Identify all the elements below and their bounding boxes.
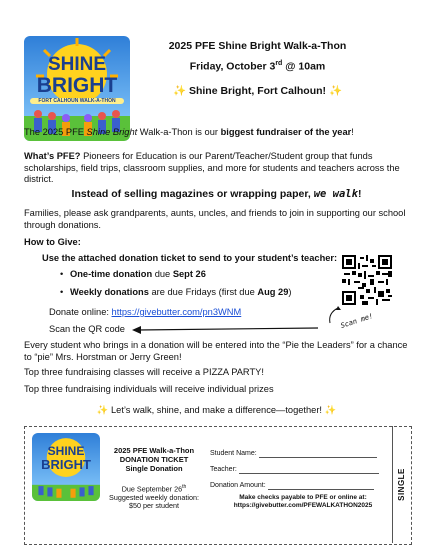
how-to-give-title: How to Give: xyxy=(24,237,81,247)
what-pfe-label: What’s PFE? xyxy=(24,151,81,161)
pizza-line: Top three fundraising classes will receive a PIZZA PARTY! xyxy=(24,367,264,377)
use-ticket-text: Use the attached donation ticket to send to your student’s teacher: xyxy=(42,253,338,263)
donate-link[interactable]: https://givebutter.com/pn3WNM xyxy=(111,307,242,317)
instead-line xyxy=(24,188,409,200)
event-date-prefix: Friday, October 3 xyxy=(189,60,276,73)
scan-me-handwritten: Scan me! xyxy=(339,311,375,331)
donate-online xyxy=(49,307,349,319)
we-walk-handwritten: we walk xyxy=(313,188,358,200)
intro-paragraph xyxy=(24,127,409,139)
ticket-due-prefix: Due September 26 xyxy=(121,484,183,494)
student-name-field[interactable] xyxy=(259,449,377,458)
event-title: 2025 PFE Shine Bright Walk-a-Thon xyxy=(168,40,347,52)
curved-arrow-icon xyxy=(326,305,346,325)
make-checks-text: Make checks payable to PFE or online at: xyxy=(239,494,367,501)
bullet1-text: due xyxy=(152,269,173,279)
donation-amount-field[interactable] xyxy=(268,481,374,490)
intro-end: ! xyxy=(351,127,354,137)
bullet2-text: are due Fridays (first due xyxy=(148,287,258,297)
instead-end: ! xyxy=(357,188,362,200)
ticket-due-sup: th xyxy=(182,484,187,490)
event-location xyxy=(150,84,365,97)
bullet1-label: One-time donation xyxy=(70,269,153,279)
sparkle-icon: ✨ xyxy=(324,405,337,415)
donation-amount-label: Donation Amount: xyxy=(210,482,266,489)
ticket-title-1: 2025 PFE Walk-a-Thon xyxy=(113,446,195,455)
single-label: SINGLE xyxy=(396,468,406,501)
event-location-text: Shine Bright, Fort Calhoun! xyxy=(188,85,327,97)
intro-a: The 2025 PFE xyxy=(24,127,87,137)
sparkle-icon: ✨ xyxy=(328,85,343,97)
ticket-amount: $50 per student xyxy=(129,501,179,511)
closing-line xyxy=(24,405,409,417)
what-pfe-paragraph xyxy=(24,151,409,186)
walkathon-logo xyxy=(24,36,130,141)
ticket-logo xyxy=(32,433,100,501)
logo-text-bright: BRIGHT xyxy=(36,74,118,97)
qr-code[interactable] xyxy=(342,255,392,305)
instead-text: Instead of selling magazines or wrapping paper, xyxy=(71,188,311,200)
ticket-title-3: Single Donation xyxy=(125,464,183,473)
event-date-suffix: @ 10am xyxy=(282,60,326,73)
ticket-fields xyxy=(210,446,388,494)
prizes-line: Top three fundraising individuals will receive individual prizes xyxy=(24,384,274,394)
logo-tagline: FORT CALHOUN WALK-A-THON xyxy=(30,98,124,104)
intro-strong: biggest fundraiser of the year xyxy=(220,127,352,137)
bullet2-date: Aug 29 xyxy=(257,287,289,297)
what-pfe-text: Pioneers for Education is our Parent/Teacher/Student group that funds scholarships, field trips, classroom supplies, and more for students and teachers across the district. xyxy=(24,151,400,184)
ticket-due xyxy=(104,483,204,511)
scan-qr-text: Scan the QR code xyxy=(49,324,125,334)
donate-prefix: Donate online: xyxy=(49,307,112,317)
bullet2-end: ) xyxy=(288,287,292,297)
bullet-one-time: • One-time donation due Sept 26 xyxy=(60,269,206,279)
ticket-suggested: Suggested weekly donation: xyxy=(109,492,199,502)
arrow-icon xyxy=(132,324,322,336)
event-date-sup: rd xyxy=(275,60,283,67)
make-checks-url: https://givebutter.com/PFEWALKATHON2025 xyxy=(233,502,373,509)
intro-b: Walk-a-Thon is our xyxy=(137,127,221,137)
event-date xyxy=(150,60,365,73)
pie-paragraph: Every student who brings in a donation will be entered into the “Pie the Leaders” for a chance to “pie” Mrs. Horstman or Jerry Green! xyxy=(24,340,408,362)
student-name-row xyxy=(210,446,388,462)
make-checks xyxy=(208,494,398,510)
student-name-label: Student Name: xyxy=(210,450,257,457)
ticket-logo-bright: BRIGHT xyxy=(41,457,91,472)
sparkle-icon: ✨ xyxy=(172,85,187,97)
bullet2-label: Weekly donations xyxy=(70,287,149,297)
donation-amount-row xyxy=(210,478,388,494)
closing-text: Let’s walk, shine, and make a difference—together! xyxy=(110,405,323,415)
bullet1-date: Sept 26 xyxy=(172,269,206,279)
families-paragraph: Families, please ask grandparents, aunts, uncles, and friends to join in supporting our school through donations. xyxy=(24,208,406,230)
ticket-title-2: DONATION TICKET xyxy=(119,455,189,464)
single-label-box xyxy=(392,426,410,543)
ticket-logo-shine: SHINE xyxy=(47,444,85,458)
logo-text-shine: SHINE xyxy=(47,54,107,75)
ticket-title xyxy=(104,446,204,473)
bullet-weekly: • Weekly donations are due Fridays (first due Aug 29) xyxy=(60,287,292,297)
teacher-label: Teacher: xyxy=(210,466,237,473)
teacher-field[interactable] xyxy=(239,465,379,474)
intro-em: Shine Bright xyxy=(86,127,138,137)
teacher-row xyxy=(210,462,388,478)
sparkle-icon: ✨ xyxy=(96,405,109,415)
